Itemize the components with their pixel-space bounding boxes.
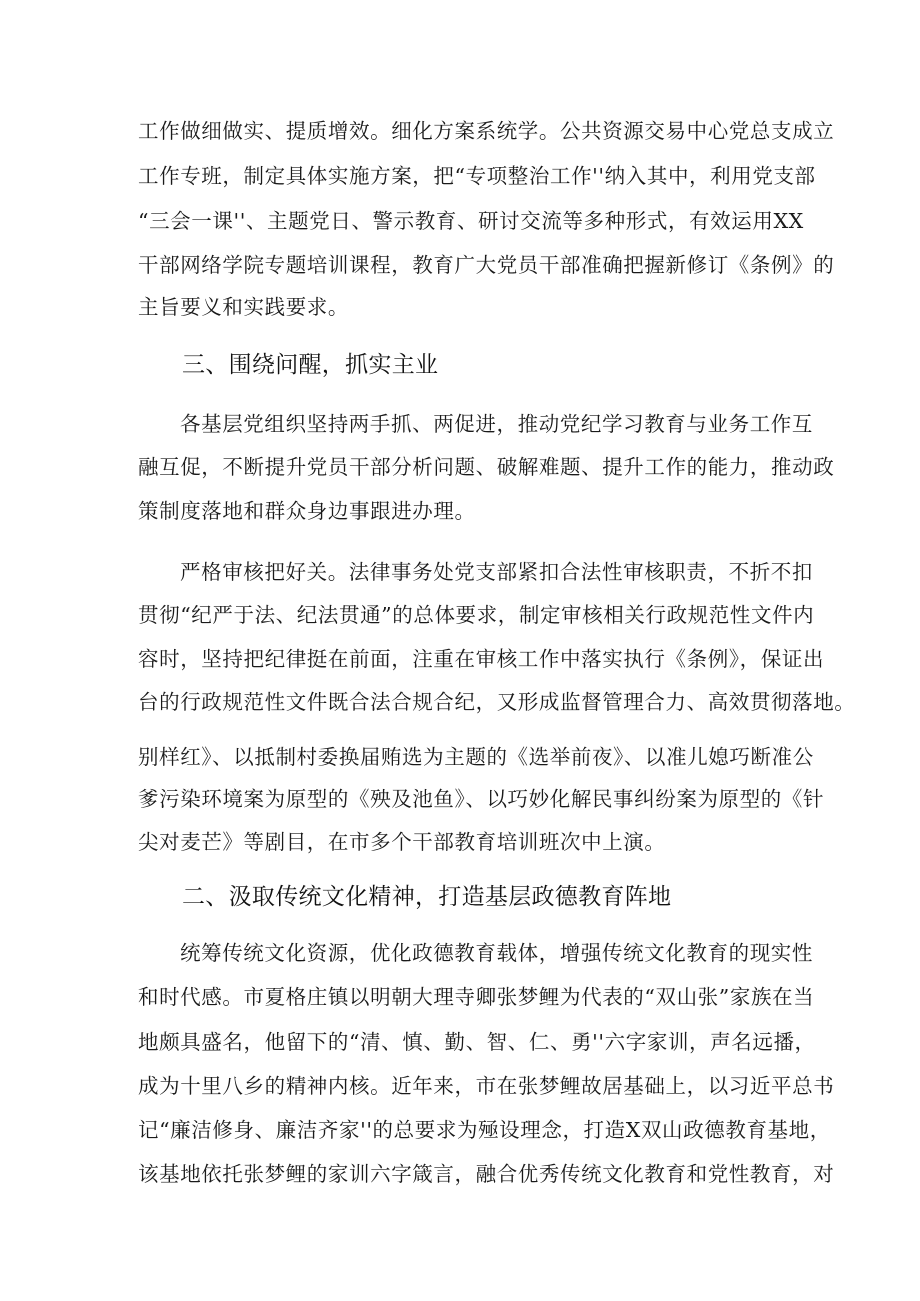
paragraph-line: 融互促，不断提升党员干部分析问题、破解难题、提升工作的能力，推动政 (138, 455, 835, 479)
section-heading: 三、围绕问醒，抓实主业 (182, 352, 439, 378)
paragraph-line: 各基层党组织坚持两手抓、两促进，推动党纪学习教育与业务工作互 (180, 412, 813, 436)
paragraph-line: 记“廉洁修身、廉洁齐家''的总要求为殛设理念，打造X双山政德教育基地， (138, 1118, 831, 1142)
paragraph-line: “三会一课''、主题党日、警示教育、研讨交流等多种形式，有效运用XX (138, 209, 804, 233)
paragraph-line: 主旨要义和实践要求。 (138, 295, 349, 319)
paragraph-line: 严格审核把好关。法律事务处党支部紧扣合法性审核职责，不折不扣 (180, 560, 813, 584)
paragraph-line: 贯彻“纪严于法、纪法贯通”的总体要求，制定审核相关行政规范性文件内 (138, 603, 815, 627)
paragraph-line: 和时代感。市夏格庄镇以明朝大理寺卿张梦鲤为代表的“双山张”家族在当 (138, 985, 815, 1009)
paragraph-line: 干部网络学院专题培训课程，教育广大党员干部准确把握新修订《条例》的 (138, 253, 835, 277)
paragraph-line: 成为十里八乡的精神内核。近年来，市在张梦鲤故居基础上，以习近平总书 (138, 1074, 835, 1098)
paragraph-line: 台的行政规范性文件既合法合规合纪，又形成监督管理合力、高效贯彻落地。 (138, 690, 856, 714)
paragraph-line: 容时，坚持把纪律挺在前面，注重在审核工作中落实执行《条例》，保证出 (138, 647, 825, 671)
paragraph-line: 统筹传统文化资源，优化政德教育载体，增强传统文化教育的现实性 (180, 941, 813, 965)
section-heading: 二、汲取传统文化精神，打造基层政德教育阵地 (182, 884, 672, 910)
paragraph-line: 策制度落地和群众身边事跟进办理。 (138, 499, 476, 523)
paragraph-line: 工作做细做实、提质增效。细化方案系统学。公共资源交易中心党总支成立 (138, 119, 835, 143)
paragraph-line: 爹污染环境案为原型的《殃及池鱼》、以巧妙化解民事纠纷案为原型的《针 (138, 787, 825, 811)
paragraph-line: 尖对麦芒》等剧目，在市多个干部教育培训班次中上演。 (138, 830, 666, 854)
paragraph-line: 工作专班，制定具体实施方案，把“专项整治工作''纳入其中，利用党支部 (138, 164, 816, 188)
paragraph-line: 该基地依托张梦鲤的家训六字箴言，融合优秀传统文化教育和党性教育，对 (138, 1162, 835, 1186)
paragraph-line: 别样红》、以抵制村委换届贿选为主题的《选举前夜》、以准儿媳巧断准公 (138, 745, 814, 769)
paragraph-line: 地颇具盛名，他留下的“清、慎、勤、智、仁、勇''六字家训，声名远播， (138, 1030, 816, 1054)
